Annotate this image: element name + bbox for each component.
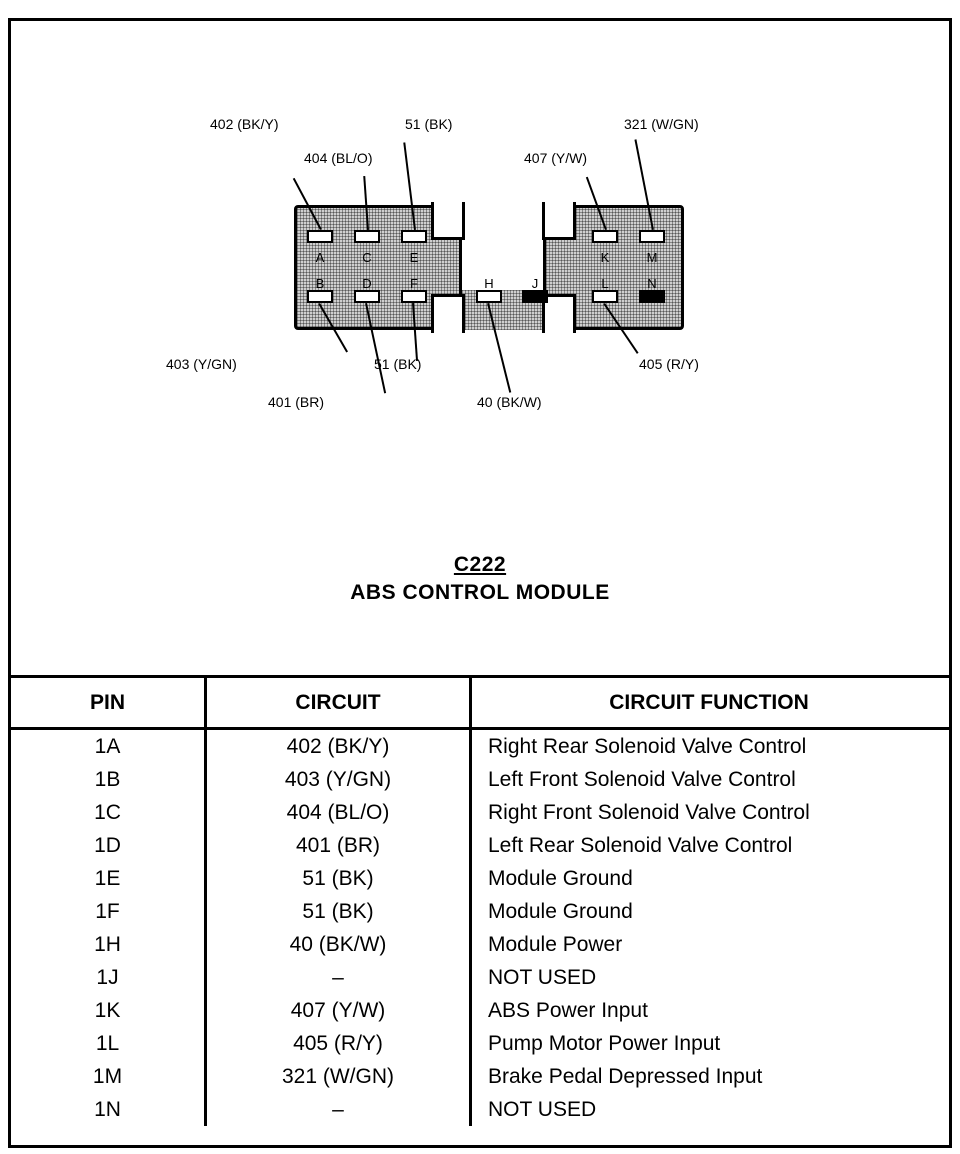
column-header-pin: PIN — [11, 678, 207, 727]
table-row — [11, 763, 949, 796]
cell-circuit-function: Module Power — [488, 933, 623, 956]
table-row — [11, 961, 949, 994]
pin-letter-n: N — [647, 276, 657, 291]
table-row — [11, 1093, 949, 1126]
connector-notch-bottom-left — [431, 294, 465, 333]
pin-letter-f: F — [410, 276, 418, 291]
cell-pin: 1M — [11, 1060, 207, 1093]
cell-circuit-function: Brake Pedal Depressed Input — [488, 1065, 763, 1088]
cell-pin: 1F — [11, 895, 207, 928]
pin-slot-1h — [476, 290, 502, 303]
cell-circuit-function: Pump Motor Power Input — [488, 1032, 721, 1055]
connector-notch-top-right — [542, 202, 576, 240]
table-row — [11, 994, 949, 1027]
label-51-top: 51 (BK) — [405, 116, 453, 132]
connector-notch-top-left — [431, 202, 465, 240]
label-403: 403 (Y/GN) — [166, 356, 237, 372]
pin-slot-1j — [522, 290, 548, 303]
pin-slot-1b — [307, 290, 333, 303]
cell-circuit-function: NOT USED — [488, 1098, 597, 1121]
cell-pin: 1H — [11, 928, 207, 961]
label-401: 401 (BR) — [268, 394, 325, 410]
pin-slot-1e — [401, 230, 427, 243]
cell-circuit-function: Right Rear Solenoid Valve Control — [488, 735, 807, 758]
cell-circuit: – — [207, 1093, 472, 1126]
cell-circuit: 402 (BK/Y) — [207, 730, 472, 763]
label-321: 321 (W/GN) — [624, 116, 699, 132]
cell-circuit: – — [207, 961, 472, 994]
cell-circuit: 403 (Y/GN) — [207, 763, 472, 796]
cell-circuit-function: ABS Power Input — [488, 999, 648, 1022]
cell-circuit: 407 (Y/W) — [207, 994, 472, 1027]
cell-circuit: 51 (BK) — [207, 895, 472, 928]
table-row — [11, 928, 949, 961]
label-40: 40 (BK/W) — [477, 394, 542, 410]
pin-letter-c: C — [362, 250, 372, 265]
connector-id: C222 — [453, 553, 507, 576]
pin-letter-d: D — [362, 276, 372, 291]
cell-circuit-function: Left Front Solenoid Valve Control — [488, 768, 796, 791]
cell-circuit-function: Module Ground — [488, 900, 633, 923]
cell-circuit-function: Left Rear Solenoid Valve Control — [488, 834, 793, 857]
cell-pin: 1K — [11, 994, 207, 1027]
label-404: 404 (BL/O) — [304, 150, 373, 166]
pin-slot-1f — [401, 290, 427, 303]
cell-circuit: 51 (BK) — [207, 862, 472, 895]
pin-letter-a: A — [315, 250, 325, 265]
table-row — [11, 796, 949, 829]
label-402: 402 (BK/Y) — [210, 116, 279, 132]
pin-slot-1m — [639, 230, 665, 243]
label-51-bottom: 51 (BK) — [374, 356, 422, 372]
table-row — [11, 829, 949, 862]
cell-pin: 1E — [11, 862, 207, 895]
cell-circuit-function: Module Ground — [488, 867, 633, 890]
pin-letter-m: M — [646, 250, 658, 265]
pin-slot-1c — [354, 230, 380, 243]
cell-circuit: 401 (BR) — [207, 829, 472, 862]
cell-pin: 1L — [11, 1027, 207, 1060]
cell-pin: 1B — [11, 763, 207, 796]
column-header-circuit-function: CIRCUIT FUNCTION — [609, 691, 809, 714]
cell-pin: 1A — [11, 730, 207, 763]
pin-table — [11, 675, 949, 1148]
cell-circuit-function: Right Front Solenoid Valve Control — [488, 801, 810, 824]
pin-slot-1k — [592, 230, 618, 243]
cell-pin: 1J — [11, 961, 207, 994]
pin-letter-k: K — [600, 250, 610, 265]
cell-pin: 1N — [11, 1093, 207, 1126]
table-row — [11, 862, 949, 895]
label-405: 405 (R/Y) — [639, 356, 699, 372]
pin-slot-1a — [307, 230, 333, 243]
table-header-row — [11, 678, 949, 730]
label-407: 407 (Y/W) — [524, 150, 588, 166]
pin-letter-j: J — [531, 276, 539, 291]
pin-letter-l: L — [601, 276, 609, 291]
table-row — [11, 895, 949, 928]
pin-slot-1n — [639, 290, 665, 303]
connector-name: ABS CONTROL MODULE — [350, 581, 610, 604]
table-row — [11, 1060, 949, 1093]
diagram-caption — [0, 553, 960, 605]
cell-circuit: 405 (R/Y) — [207, 1027, 472, 1060]
cell-circuit-function: NOT USED — [488, 966, 597, 989]
table-body — [11, 730, 949, 1126]
cell-pin: 1C — [11, 796, 207, 829]
pin-slot-1d — [354, 290, 380, 303]
pin-letter-e: E — [409, 250, 419, 265]
column-header-circuit: CIRCUIT — [207, 678, 472, 727]
pin-letter-h: H — [484, 276, 494, 291]
table-row — [11, 730, 949, 763]
cell-circuit: 404 (BL/O) — [207, 796, 472, 829]
pin-letter-b: B — [315, 276, 325, 291]
pin-slot-1l — [592, 290, 618, 303]
cell-pin: 1D — [11, 829, 207, 862]
cell-circuit: 321 (W/GN) — [207, 1060, 472, 1093]
cell-circuit: 40 (BK/W) — [207, 928, 472, 961]
table-row — [11, 1027, 949, 1060]
